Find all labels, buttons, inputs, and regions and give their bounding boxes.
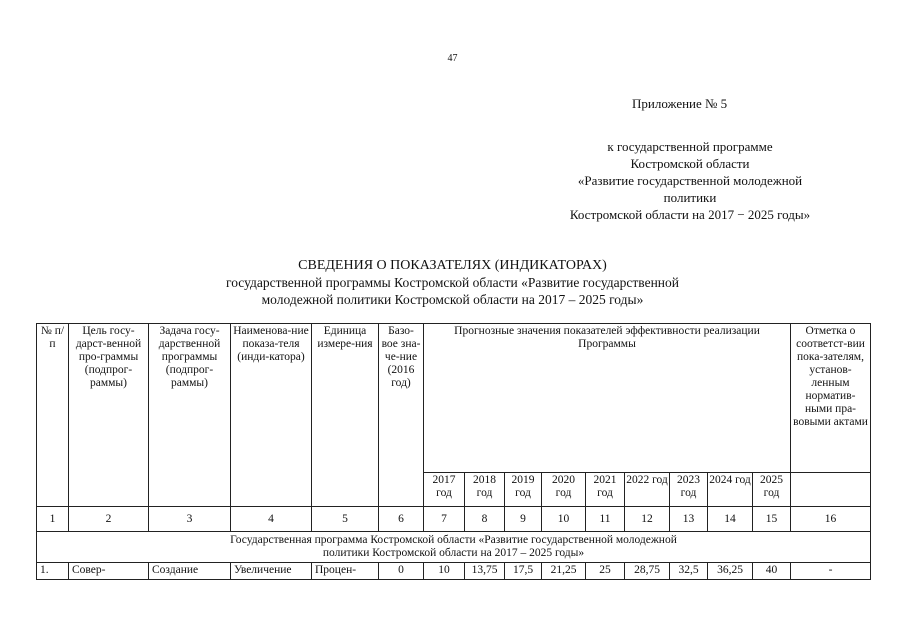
header-year: 2020 год xyxy=(542,473,586,507)
column-number: 11 xyxy=(586,507,625,532)
row-value: 32,5 xyxy=(670,563,708,580)
appendix-title: Приложение № 5 xyxy=(632,96,728,111)
section-row xyxy=(37,532,871,563)
page-number: 47 xyxy=(447,53,458,64)
column-number: 12 xyxy=(625,507,670,532)
row-value: 40 xyxy=(753,563,791,580)
row-value: 17,5 xyxy=(505,563,542,580)
header-year: 2021 год xyxy=(586,473,625,507)
header-year: 2018 год xyxy=(465,473,505,507)
header-year: 2019 год xyxy=(505,473,542,507)
indicators-table xyxy=(36,323,871,580)
header-goal: Цель госу-дарст-венной про-граммы (подпрог-раммы) xyxy=(69,324,149,507)
row-value: 25 xyxy=(586,563,625,580)
column-number: 14 xyxy=(708,507,753,532)
heading-subtitle-line: государственной программы Костромской области «Развитие государственной xyxy=(226,275,679,290)
appendix-ref-line: к государственной программе xyxy=(607,139,773,154)
header-unit: Единица измере-ния xyxy=(312,324,379,507)
header-note-empty xyxy=(791,473,871,507)
header-base-value: Базо-вое зна-че-ние (2016 год) xyxy=(379,324,424,507)
column-numbers-row xyxy=(37,507,871,532)
column-number: 16 xyxy=(791,507,871,532)
appendix-ref-line: Костромской области на 2017 − 2025 годы» xyxy=(569,207,811,222)
header-num: № п/п xyxy=(37,324,69,507)
table-header-row xyxy=(37,324,871,473)
row-indicator: Увеличение xyxy=(231,563,312,580)
section-title: Государственная программа Костромской области «Развитие государственной молодежной политики Костромской области на 2017 – 2025 годы» xyxy=(37,532,871,563)
column-number: 1 xyxy=(37,507,69,532)
column-number: 8 xyxy=(465,507,505,532)
column-number: 6 xyxy=(379,507,424,532)
heading-title: СВЕДЕНИЯ О ПОКАЗАТЕЛЯХ (ИНДИКАТОРАХ) xyxy=(298,258,607,273)
table-row xyxy=(37,563,871,580)
row-value: 21,25 xyxy=(542,563,586,580)
column-number: 15 xyxy=(753,507,791,532)
header-task: Задача госу-дарственной программы (подпрог-раммы) xyxy=(149,324,231,507)
row-value: 13,75 xyxy=(465,563,505,580)
row-value: 28,75 xyxy=(625,563,670,580)
header-year: 2022 год xyxy=(625,473,670,507)
document-heading xyxy=(0,257,905,308)
header-forecast: Прогнозные значения показателей эффективности реализации Программы xyxy=(424,324,791,473)
row-goal: Совер- xyxy=(69,563,149,580)
column-number: 3 xyxy=(149,507,231,532)
column-number: 9 xyxy=(505,507,542,532)
row-note: - xyxy=(791,563,871,580)
header-year: 2023 год xyxy=(670,473,708,507)
appendix-ref-line: Костромской области xyxy=(630,156,750,171)
row-value: 10 xyxy=(424,563,465,580)
header-year: 2017 год xyxy=(424,473,465,507)
header-year: 2024 год xyxy=(708,473,753,507)
column-number: 5 xyxy=(312,507,379,532)
column-number: 2 xyxy=(69,507,149,532)
header-indicator: Наименова-ние показа-теля (инди-катора) xyxy=(231,324,312,507)
heading-subtitle-line: молодежной политики Костромской области на 2017 – 2025 годы» xyxy=(261,292,644,307)
column-number: 4 xyxy=(231,507,312,532)
header-year: 2025 год xyxy=(753,473,791,507)
appendix-reference xyxy=(540,138,840,223)
row-num: 1. xyxy=(37,563,69,580)
column-number: 13 xyxy=(670,507,708,532)
row-base-value: 0 xyxy=(379,563,424,580)
row-value: 36,25 xyxy=(708,563,753,580)
row-unit: Процен- xyxy=(312,563,379,580)
column-number: 10 xyxy=(542,507,586,532)
row-task: Создание xyxy=(149,563,231,580)
appendix-ref-line: «Развитие государственной молодежной xyxy=(577,173,803,188)
column-number: 7 xyxy=(424,507,465,532)
header-note: Отметка о соответст-вии пока-зателям, установ-ленным норматив-ными пра-вовыми актами xyxy=(791,324,871,473)
appendix-ref-line: политики xyxy=(663,190,717,205)
